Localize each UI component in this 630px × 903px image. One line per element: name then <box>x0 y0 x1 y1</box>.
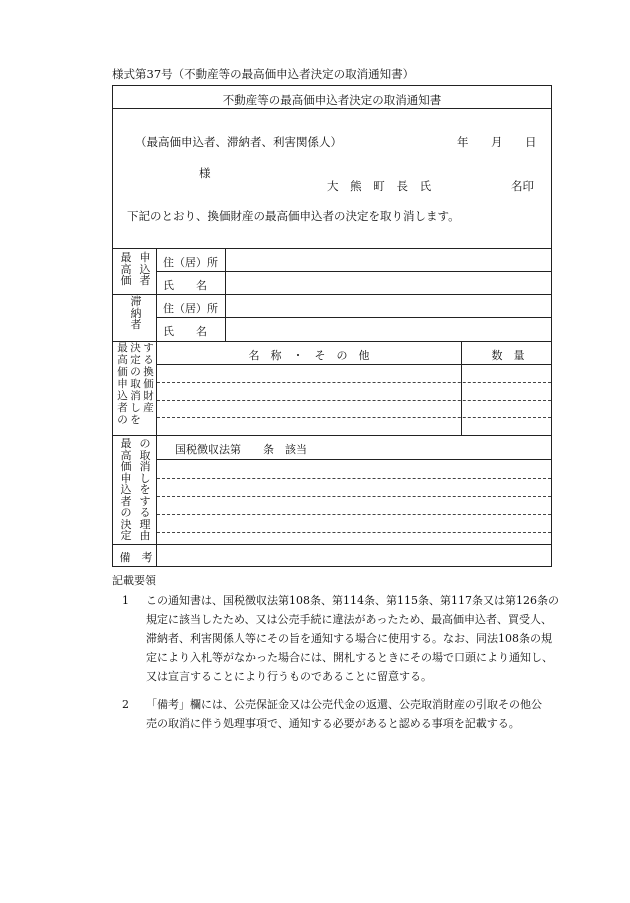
notes-heading: 記載要領 <box>112 574 156 587</box>
highest-bidder-address-label: 住（居）所 <box>163 256 218 269</box>
highest-bidder-label-col1: 最 高 価 <box>120 251 132 288</box>
delinquent-name-label: 氏 名 <box>163 325 207 338</box>
notice-form <box>112 85 552 567</box>
highest-bidder-name-label: 氏 名 <box>163 279 207 292</box>
form-number: 様式第37号（不動産等の最高価申込者決定の取消通知書） <box>112 67 415 81</box>
property-quantity-header: 数 量 <box>491 349 525 362</box>
seal-label: 名印 <box>511 179 534 193</box>
date-month: 月 <box>491 135 503 149</box>
note-1-number: 1 <box>122 594 129 607</box>
note-2-number: 2 <box>122 698 129 711</box>
reason-label-col1: 最 高 価 申 込 者 の 決 定 <box>120 437 132 542</box>
sender-name: 大 熊 町 長 氏 <box>327 179 432 193</box>
reason-text: 国税徴収法第 条 該当 <box>175 443 307 456</box>
addressee: （最高価申込者、滞納者、利害関係人） <box>135 135 342 149</box>
highest-bidder-label-col2: 申 込 者 <box>139 251 151 288</box>
remarks-label: 備 考 <box>119 551 153 564</box>
form-title: 不動産等の最高価申込者決定の取消通知書 <box>222 93 442 107</box>
note-2: 「備考」欄には、公売保証金又は公売代金の返還、公売取消財産の引取その他公 売の取消に伴う処理事項で、通知する必要があると認める事項を記載する。 <box>146 698 542 730</box>
delinquent-address-label: 住（居）所 <box>163 302 218 315</box>
delinquent-label: 滞 納 者 <box>130 295 142 332</box>
honorific: 様 <box>199 166 211 180</box>
property-label-col1: 最 高 価 申 込 者 の <box>117 342 128 426</box>
date-day: 日 <box>525 135 537 149</box>
reason-label-col2: の 取 消 し を す る 理 由 <box>139 437 151 542</box>
property-name-header: 名 称 ・ そ の 他 <box>248 349 370 362</box>
date-year: 年 <box>457 135 469 149</box>
property-label-col3: す る 換 価 財 産 <box>143 342 154 414</box>
note-1: この通知書は、国税徴収法第108条、第114条、第115条、第117条又は第126条の 規定に該当したため、又は公売手続に違法があったため、最高価申込者、買受人、 滞納者、利害関係人等にその旨を通知する場合に使用する。なお、同法108条の規 定により入札等がなかった場合には、開札するときにその場で口頭により通知し、 又は宣言することにより行うものであることに留意する。 <box>146 594 559 683</box>
intro-text: 下記のとおり、換価財産の最高価申込者の決定を取り消します。 <box>127 209 460 223</box>
property-label-col2: 決 定 の 取 消 し を <box>130 342 141 426</box>
